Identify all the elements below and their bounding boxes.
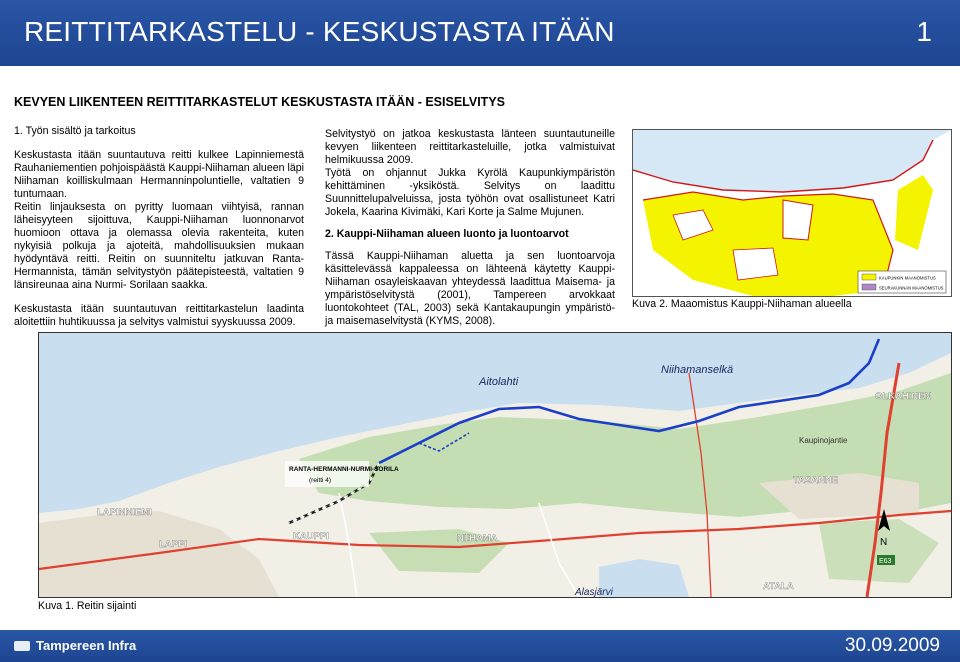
- label-tasanne: TASANNE: [793, 475, 839, 486]
- figure-1-caption: Kuva 1. Reitin sijainti: [38, 600, 137, 612]
- left-paragraph-3: Keskustasta itään suuntautuvan reittitarkastelun laadinta aloitettiin huhtikuussa ja selvitys valmistui syyskuussa 2009.: [14, 303, 304, 328]
- page-number: 1: [916, 16, 932, 47]
- figure-2-caption: Kuva 2. Maaomistus Kauppi-Niihaman alueella: [632, 298, 852, 310]
- left-paragraph-2: Reitin linjauksesta on pyritty luomaan viihtyisä, rannan läheisyyteen sijoittuva, Kauppi-Niihaman luonnonarvot huomioon ottava ja olemassa olevia rakenteita, kuten nykyisiä polkuja ja ajoteitä, mahdollisuuksien mukaan hyödyntävä reitti. Reitin on suunniteltu jatkuvan Ranta-Hermannista, tämän selvitystyön päätepisteestä, valtatien 9 länsireunaa aina Nurmi- Sorilaan saakka.: [14, 201, 304, 291]
- label-atala: ATALA: [763, 581, 794, 592]
- label-north: N: [880, 537, 888, 548]
- left-paragraph-1: Keskustasta itään suuntautuva reitti kulkee Lapinniemestä Rauhaniementien pohjoispäästä Kauppi-Niihaman alueen läpi Niihaman koilliskulmaan Hermanninpoluntielle, valtatien 9 tuntumaan.: [14, 149, 304, 200]
- middle-column: [325, 128, 615, 328]
- legend-parish-land: SEURAKUNNAN MAANOMISTUS: [879, 285, 944, 291]
- page-title: REITTITARKASTELU - KESKUSTASTA ITÄÄN: [24, 16, 615, 47]
- land-ownership-map-svg: [633, 130, 951, 296]
- middle-paragraph-3: Tässä Kauppi-Niihaman aluetta ja sen luontoarvoja käsittelevässä kappaleessa on lähteenä käytetty Kauppi-Niihaman osayleiskaavan yhteydessä laadittua Maisema- ja ympäristöselvitystä (2001), Tampereen arvokkaat luontokohteet (TAL, 2003) sekä Kantakaupungin ympäristö- ja maisemaselvitystä (KYMS, 2008).: [325, 250, 615, 327]
- route-location-map: [38, 332, 952, 598]
- footer-logo: [14, 638, 136, 653]
- label-route-4: (reitti 4): [309, 477, 332, 484]
- label-aitolahti: Aitolahti: [479, 376, 519, 388]
- route-location-map-svg: [39, 333, 951, 597]
- label-alasjarvi: Alasjärvi: [575, 587, 613, 597]
- middle-paragraph-1: Selvitystyö on jatkoa keskustasta länteen suuntautuneille kevyen liikenteen reittitarkasteluille, jotka valmistuivat helmikuussa 2009.: [325, 128, 615, 166]
- label-niihamanselka: Niihamanselkä: [661, 364, 734, 376]
- logo-mark-icon: [14, 641, 30, 651]
- footer-date: 30.09.2009: [844, 635, 940, 656]
- label-kaupinojantie: Kaupinojantie: [799, 436, 848, 445]
- section-1-heading: 1. Työn sisältö ja tarkoitus: [14, 125, 136, 137]
- label-lapinniemi: LAPINNIEMI: [97, 507, 152, 518]
- footer-bar: [0, 630, 960, 662]
- document-subtitle: KEVYEN LIIKENTEEN REITTITARKASTELUT KESKUSTASTA ITÄÄN - ESISELVITYS: [14, 95, 505, 109]
- label-e63: E63: [879, 558, 892, 565]
- section-2-heading: 2. Kauppi-Niihaman alueen luonto ja luontoarvot: [325, 228, 569, 240]
- header-bar: [0, 0, 960, 66]
- label-niihama: NIIHAMA: [457, 533, 498, 544]
- footer-logo-text: Tampereen Infra: [36, 638, 137, 653]
- land-ownership-map: [632, 129, 952, 297]
- legend-city-land: KAUPUNKIN MAANOMISTUS: [879, 275, 936, 281]
- left-column: [14, 125, 304, 329]
- label-ranta-hermanni: RANTA-HERMANNI-NURMI-SORILA: [289, 466, 399, 473]
- label-kauppi: KAUPPI: [293, 531, 329, 542]
- label-lappi: LAPPI: [159, 539, 187, 550]
- label-olkahinen: OLKAHINEN: [875, 391, 932, 402]
- middle-paragraph-2: Työtä on ohjannut Jukka Kyrölä Kaupunkiympäristön kehittäminen -yksiköstä. Selvitys on laadittu Suunnittelupalveluissa, josta työhön ovat osallistuneet Katri Jokela, Kaarina Kivimäki, Kari Korte ja Salme Mujunen.: [325, 167, 615, 218]
